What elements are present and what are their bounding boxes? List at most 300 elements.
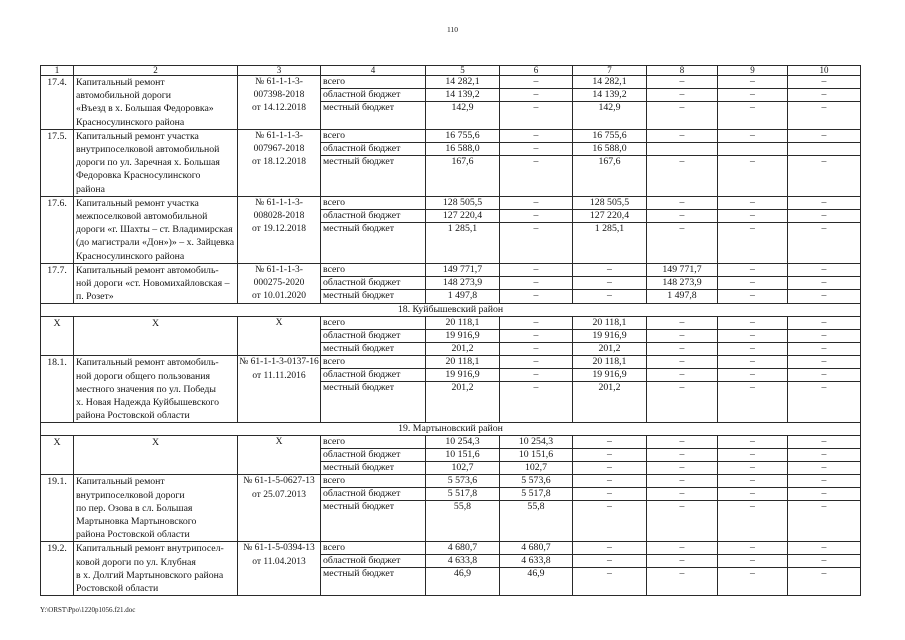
- amount-col-6: 5 573,6: [500, 475, 573, 488]
- funding-breakdown: [321, 197, 861, 264]
- object-name-line: Капитальный ремонт: [76, 77, 165, 88]
- amount-col-6: –: [500, 369, 573, 382]
- amount-col-5: 5 517,8: [426, 488, 500, 501]
- amount-col-5: 16 755,6: [426, 130, 500, 143]
- amount-col-10: –: [788, 197, 861, 210]
- object-name-line: дороги «г. Шахты – ст. Владимирская: [76, 224, 233, 236]
- amount-col-7: 201,2: [573, 343, 647, 356]
- funding-source: областной бюджет: [321, 555, 426, 568]
- amount-col-8: –: [647, 382, 718, 423]
- funding-source: местный бюджет: [321, 223, 426, 264]
- document-number-line: от 25.07.2013: [252, 489, 306, 500]
- document-number: [238, 436, 321, 475]
- amount-col-6: –: [500, 264, 573, 277]
- funding-source: всего: [321, 76, 426, 89]
- amount-col-9: –: [718, 130, 788, 143]
- amount-col-5: 201,2: [426, 343, 500, 356]
- amount-col-7: 20 118,1: [573, 317, 647, 330]
- amount-col-8: –: [647, 156, 718, 197]
- amount-col-7: 19 916,9: [573, 369, 647, 382]
- amount-col-10: –: [788, 382, 861, 423]
- funding-row: [321, 488, 861, 501]
- amount-col-9: –: [718, 330, 788, 343]
- object-name-line: Х: [151, 437, 160, 449]
- amount-col-5: 128 505,5: [426, 197, 500, 210]
- amount-col-6: –: [500, 277, 573, 290]
- document-number-line: № 61-1-1-3-: [255, 264, 303, 275]
- page-number: 110: [447, 25, 458, 34]
- funding-row: [321, 130, 861, 143]
- amount-col-10: –: [788, 501, 861, 542]
- amount-col-9: –: [718, 568, 788, 596]
- amount-col-6: –: [500, 102, 573, 130]
- document-number-line: № 61-1-5-0627-13: [243, 476, 315, 487]
- amount-col-6: –: [500, 317, 573, 330]
- amount-col-8: –: [647, 210, 718, 223]
- amount-col-8: –: [647, 462, 718, 475]
- amount-col-9: –: [718, 317, 788, 330]
- amount-col-10: –: [788, 290, 861, 305]
- object-name-line: Капитальный ремонт внутрипосел-: [76, 543, 224, 555]
- object-name: [74, 475, 238, 542]
- column-number-8: 8: [647, 66, 718, 76]
- amount-col-8: –: [647, 542, 718, 555]
- amount-col-10: –: [788, 330, 861, 343]
- amount-col-10: –: [788, 130, 861, 143]
- object-name: [74, 197, 238, 264]
- document-number-line: 007967-2018: [253, 144, 305, 155]
- document-number-line: от 10.01.2020: [252, 291, 306, 302]
- amount-col-6: –: [500, 89, 573, 102]
- amount-col-5: 1 285,1: [426, 223, 500, 264]
- funding-row: [321, 223, 861, 264]
- amount-col-5: 201,2: [426, 382, 500, 423]
- amount-col-9: –: [718, 197, 788, 210]
- amount-col-6: –: [500, 143, 573, 156]
- amount-col-6: –: [500, 130, 573, 143]
- amount-col-6: –: [500, 76, 573, 89]
- table-row: [41, 436, 861, 475]
- funding-row: [321, 277, 861, 290]
- amount-col-7: 19 916,9: [573, 330, 647, 343]
- file-path-footer: Y:\ORST\Ppo\1220p1056.f21.doc: [40, 606, 136, 614]
- funding-source: местный бюджет: [321, 156, 426, 197]
- amount-col-7: –: [573, 277, 647, 290]
- amount-col-7: –: [573, 264, 647, 277]
- object-name-line: по пер. Озова в сл. Большая: [76, 502, 193, 514]
- amount-col-10: –: [788, 462, 861, 475]
- amount-col-8: 148 273,9: [647, 277, 718, 290]
- object-name-line: внутрипоселковой автомобильной: [76, 144, 220, 156]
- amount-col-8: –: [647, 317, 718, 330]
- amount-col-10: –: [788, 568, 861, 596]
- funding-row: [321, 568, 861, 596]
- amount-col-9: –: [718, 223, 788, 264]
- document-number-line: № 61-1-5-0394-13: [243, 543, 315, 554]
- amount-col-7: 127 220,4: [573, 210, 647, 223]
- column-number-1: 1: [41, 66, 74, 76]
- amount-col-7: 128 505,5: [573, 197, 647, 210]
- table-row: [41, 264, 861, 305]
- object-name-line: Ростовской области: [76, 583, 159, 595]
- amount-col-8: –: [647, 555, 718, 568]
- column-number-4: 4: [321, 66, 426, 76]
- amount-col-6: 10 254,3: [500, 436, 573, 449]
- funding-row: [321, 475, 861, 488]
- funding-source: всего: [321, 356, 426, 369]
- amount-col-8: –: [647, 356, 718, 369]
- amount-col-5: 20 118,1: [426, 317, 500, 330]
- amount-col-7: 16 588,0: [573, 143, 647, 156]
- amount-col-8: –: [647, 436, 718, 449]
- document-number-line: 008028-2018: [253, 211, 305, 222]
- amount-col-9: –: [718, 488, 788, 501]
- column-number-2: 2: [74, 66, 238, 76]
- document-number: [238, 475, 321, 542]
- section-row: [41, 423, 861, 436]
- column-number-7: 7: [573, 66, 647, 76]
- amount-col-6: 55,8: [500, 501, 573, 542]
- amount-col-9: –: [718, 290, 788, 305]
- amount-col-8: –: [647, 76, 718, 89]
- amount-col-9: –: [718, 343, 788, 356]
- amount-col-9: –: [718, 89, 788, 102]
- funding-source: всего: [321, 317, 426, 330]
- object-name: [74, 130, 238, 197]
- amount-col-9: –: [718, 210, 788, 223]
- amount-col-5: 4 633,8: [426, 555, 500, 568]
- amount-col-6: –: [500, 197, 573, 210]
- object-name: [74, 542, 238, 596]
- amount-col-10: –: [788, 317, 861, 330]
- item-number: 19.2.: [41, 542, 74, 596]
- document-number: [238, 130, 321, 197]
- amount-col-6: 46,9: [500, 568, 573, 596]
- funding-source: местный бюджет: [321, 568, 426, 596]
- object-name: [74, 76, 238, 130]
- funding-breakdown: [321, 130, 861, 197]
- document-number-line: 000275-2020: [253, 278, 305, 289]
- funding-row: [321, 317, 861, 330]
- document-number-line: Х: [275, 318, 283, 329]
- funding-source: всего: [321, 197, 426, 210]
- column-number-3: 3: [238, 66, 321, 76]
- item-number: 17.5.: [41, 130, 74, 197]
- funding-source: областной бюджет: [321, 210, 426, 223]
- item-number: Х: [41, 436, 74, 475]
- funding-breakdown: [321, 436, 861, 475]
- amount-col-6: –: [500, 156, 573, 197]
- document-number: [238, 76, 321, 130]
- funding-row: [321, 462, 861, 475]
- funding-row: [321, 542, 861, 555]
- amount-col-8: –: [647, 89, 718, 102]
- funding-source: местный бюджет: [321, 501, 426, 542]
- document-number-line: № 61-1-1-3-: [255, 197, 303, 208]
- funding-row: [321, 382, 861, 423]
- amount-col-8: 1 497,8: [647, 290, 718, 305]
- funding-row: [321, 143, 861, 156]
- column-number-6: 6: [500, 66, 573, 76]
- funding-source: областной бюджет: [321, 369, 426, 382]
- amount-col-8: –: [647, 223, 718, 264]
- funding-breakdown: [321, 475, 861, 542]
- object-name: [74, 264, 238, 305]
- document-number-line: № 61-1-1-3-: [255, 77, 303, 87]
- amount-col-10: –: [788, 555, 861, 568]
- table-row: [41, 317, 861, 356]
- object-name-line: х. Новая Надежда Куйбышевского: [76, 397, 220, 409]
- object-name-line: местного значения по ул. Победы: [76, 383, 216, 395]
- document-number-line: № 61-1-1-3-0137-16: [239, 357, 319, 368]
- table-row: [41, 475, 861, 542]
- amount-col-9: –: [718, 542, 788, 555]
- amount-col-9: –: [718, 76, 788, 89]
- funding-row: [321, 89, 861, 102]
- object-name-line: района: [76, 183, 105, 195]
- amount-col-9: –: [718, 156, 788, 197]
- document-number: [238, 317, 321, 356]
- amount-col-5: 127 220,4: [426, 210, 500, 223]
- object-name-line: в х. Долгий Мартыновского района: [76, 569, 224, 581]
- funding-source: всего: [321, 475, 426, 488]
- document-number-line: Х: [275, 437, 283, 448]
- amount-col-6: 10 151,6: [500, 449, 573, 462]
- funding-row: [321, 501, 861, 542]
- object-name-line: района Ростовской области: [76, 529, 190, 541]
- amount-col-5: 5 573,6: [426, 475, 500, 488]
- amount-col-7: –: [573, 501, 647, 542]
- document-number-line: от 18.12.2018: [252, 157, 306, 168]
- object-name-line: Капитальный ремонт автомобиль-: [76, 264, 219, 276]
- amount-col-8: –: [647, 330, 718, 343]
- amount-col-10: –: [788, 449, 861, 462]
- amount-col-6: 4 633,8: [500, 555, 573, 568]
- amount-col-9: –: [718, 462, 788, 475]
- item-number: 17.7.: [41, 264, 74, 305]
- funding-row: [321, 449, 861, 462]
- column-number-10: 10: [788, 66, 861, 76]
- funding-breakdown: [321, 356, 861, 423]
- document-number-line: от 14.12.2018: [252, 103, 306, 114]
- table-row: [41, 197, 861, 264]
- object-name-line: ной дороги «ст. Новомихайловская –: [76, 278, 230, 290]
- object-name-line: района Ростовской области: [76, 410, 190, 422]
- amount-col-6: –: [500, 343, 573, 356]
- amount-col-7: –: [573, 568, 647, 596]
- amount-col-8: 149 771,7: [647, 264, 718, 277]
- funding-breakdown: [321, 317, 861, 356]
- amount-col-9: –: [718, 475, 788, 488]
- funding-source: областной бюджет: [321, 143, 426, 156]
- funding-source: областной бюджет: [321, 89, 426, 102]
- funding-row: [321, 330, 861, 343]
- amount-col-7: 167,6: [573, 156, 647, 197]
- amount-col-10: –: [788, 343, 861, 356]
- amount-col-7: –: [573, 462, 647, 475]
- amount-col-9: –: [718, 102, 788, 130]
- amount-col-7: –: [573, 542, 647, 555]
- document-number-line: от 19.12.2018: [252, 224, 306, 235]
- amount-col-6: 102,7: [500, 462, 573, 475]
- amount-col-5: 14 282,1: [426, 76, 500, 89]
- funding-row: [321, 343, 861, 356]
- amount-col-8: –: [647, 197, 718, 210]
- item-number: 19.1.: [41, 475, 74, 542]
- data-table: [40, 65, 861, 596]
- document-number: [238, 542, 321, 596]
- amount-col-9: –: [718, 382, 788, 423]
- amount-col-9: –: [718, 501, 788, 542]
- amount-col-10: –: [788, 156, 861, 197]
- amount-col-10: –: [788, 277, 861, 290]
- amount-col-9: [718, 143, 788, 156]
- amount-col-10: –: [788, 475, 861, 488]
- object-name-line: Капитальный ремонт автомобиль-: [76, 357, 219, 369]
- amount-col-10: –: [788, 369, 861, 382]
- amount-col-9: –: [718, 449, 788, 462]
- amount-col-7: –: [573, 475, 647, 488]
- object-name-line: (до магистрали «Дон»)» – х. Зайцевка: [76, 237, 235, 249]
- funding-breakdown: [321, 542, 861, 596]
- funding-source: областной бюджет: [321, 330, 426, 343]
- funding-source: областной бюджет: [321, 277, 426, 290]
- object-name-line: Капитальный ремонт участка: [76, 130, 199, 142]
- object-name-line: п. Розет»: [76, 291, 114, 303]
- amount-col-7: 1 285,1: [573, 223, 647, 264]
- amount-col-5: 102,7: [426, 462, 500, 475]
- amount-col-7: –: [573, 555, 647, 568]
- amount-col-6: –: [500, 223, 573, 264]
- document-number-line: от 11.04.2013: [252, 556, 306, 567]
- funding-row: [321, 156, 861, 197]
- amount-col-5: 19 916,9: [426, 330, 500, 343]
- funding-source: всего: [321, 436, 426, 449]
- object-name: [74, 436, 238, 475]
- amount-col-10: –: [788, 89, 861, 102]
- amount-col-6: –: [500, 356, 573, 369]
- table-header-row: [41, 66, 861, 76]
- column-number-9: 9: [718, 66, 788, 76]
- amount-col-7: 20 118,1: [573, 356, 647, 369]
- amount-col-6: 5 517,8: [500, 488, 573, 501]
- funding-row: [321, 369, 861, 382]
- section-title: 18. Куйбышевский район: [41, 304, 861, 317]
- funding-row: [321, 555, 861, 568]
- object-name: [74, 317, 238, 356]
- amount-col-9: –: [718, 356, 788, 369]
- funding-row: [321, 290, 861, 305]
- amount-col-5: 20 118,1: [426, 356, 500, 369]
- funding-breakdown: [321, 76, 861, 130]
- amount-col-5: 14 139,2: [426, 89, 500, 102]
- section-title: 19. Мартыновский район: [41, 423, 861, 436]
- amount-col-5: 16 588,0: [426, 143, 500, 156]
- amount-col-10: –: [788, 356, 861, 369]
- amount-col-7: 14 139,2: [573, 89, 647, 102]
- document-number-line: № 61-1-1-3-: [255, 130, 303, 141]
- column-number-5: 5: [426, 66, 500, 76]
- amount-col-9: –: [718, 436, 788, 449]
- object-name-line: дороги по ул. Заречная х. Большая: [76, 157, 220, 169]
- amount-col-8: –: [647, 102, 718, 130]
- item-number: 17.4.: [41, 76, 74, 130]
- amount-col-8: –: [647, 501, 718, 542]
- item-number: Х: [41, 317, 74, 356]
- amount-col-9: –: [718, 264, 788, 277]
- amount-col-5: 19 916,9: [426, 369, 500, 382]
- object-name-line: автомобильной дороги: [76, 90, 172, 102]
- amount-col-5: 4 680,7: [426, 542, 500, 555]
- amount-col-5: 149 771,7: [426, 264, 500, 277]
- amount-col-7: 14 282,1: [573, 76, 647, 89]
- object-name-line: внутрипоселковой дороги: [76, 489, 185, 501]
- funding-source: местный бюджет: [321, 102, 426, 130]
- amount-col-7: –: [573, 449, 647, 462]
- object-name-line: Красносулинского района: [76, 250, 185, 262]
- amount-col-9: –: [718, 555, 788, 568]
- amount-col-10: –: [788, 102, 861, 130]
- amount-col-10: –: [788, 436, 861, 449]
- funding-source: всего: [321, 542, 426, 555]
- amount-col-7: 16 755,6: [573, 130, 647, 143]
- object-name-line: Капитальный ремонт участка: [76, 197, 199, 209]
- amount-col-10: –: [788, 223, 861, 264]
- section-row: [41, 304, 861, 317]
- amount-col-6: –: [500, 290, 573, 305]
- funding-row: [321, 76, 861, 89]
- funding-source: местный бюджет: [321, 290, 426, 305]
- document-number: [238, 356, 321, 423]
- amount-col-10: –: [788, 542, 861, 555]
- object-name: [74, 356, 238, 423]
- amount-col-5: 148 273,9: [426, 277, 500, 290]
- amount-col-8: –: [647, 475, 718, 488]
- table-row: [41, 542, 861, 596]
- funding-row: [321, 356, 861, 369]
- object-name-line: Мартыновка Мартыновского: [76, 516, 197, 528]
- amount-col-9: –: [718, 369, 788, 382]
- object-name-line: межпоселковой автомобильной: [76, 211, 208, 223]
- amount-col-6: 4 680,7: [500, 542, 573, 555]
- object-name-line: «Въезд в х. Большая Федоровка»: [76, 103, 214, 115]
- amount-col-7: –: [573, 436, 647, 449]
- amount-col-8: –: [647, 568, 718, 596]
- document-number: [238, 264, 321, 305]
- amount-col-6: –: [500, 382, 573, 423]
- table-row: [41, 76, 861, 130]
- funding-source: областной бюджет: [321, 449, 426, 462]
- funding-source: всего: [321, 130, 426, 143]
- amount-col-10: –: [788, 210, 861, 223]
- object-name-line: Х: [151, 318, 160, 330]
- amount-col-5: 1 497,8: [426, 290, 500, 305]
- amount-col-7: –: [573, 488, 647, 501]
- amount-col-5: 46,9: [426, 568, 500, 596]
- funding-source: местный бюджет: [321, 382, 426, 423]
- amount-col-8: –: [647, 449, 718, 462]
- amount-col-5: 55,8: [426, 501, 500, 542]
- table-row: [41, 356, 861, 423]
- document-number-line: от 11.11.2016: [252, 370, 306, 381]
- funding-source: областной бюджет: [321, 488, 426, 501]
- amount-col-7: 201,2: [573, 382, 647, 423]
- amount-col-10: [788, 143, 861, 156]
- funding-source: всего: [321, 264, 426, 277]
- funding-source: местный бюджет: [321, 462, 426, 475]
- amount-col-7: 142,9: [573, 102, 647, 130]
- item-number: 18.1.: [41, 356, 74, 423]
